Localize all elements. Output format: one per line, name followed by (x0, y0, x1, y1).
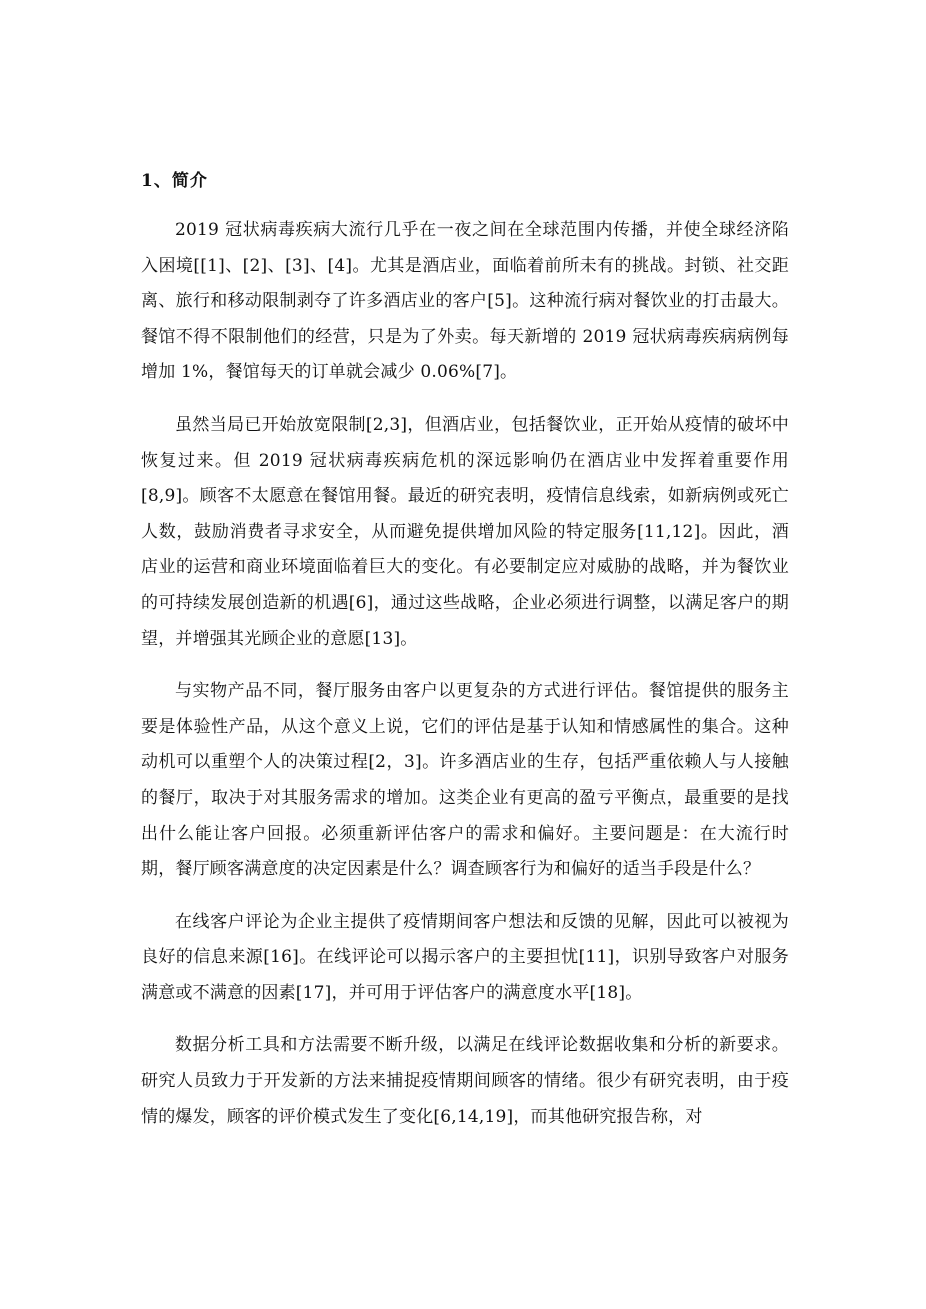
paragraph-1: 2019 冠状病毒疾病大流行几乎在一夜之间在全球范围内传播，并使全球经济陷入困境[[1]、[2]、[3]、[4]。尤其是酒店业，面临着前所未有的挑战。封锁、社交距离、旅行和移动限制剥夺了许多酒店业的客户[5]。这种流行病对餐饮业的打击最大。餐馆不得不限制他们的经营，只是为了外卖。每天新增的 2019 冠状病毒疾病病例每增加 1%，餐馆每天的订单就会减少 0.06%[7]。 (141, 220, 789, 383)
paragraph-5: 数据分析工具和方法需要不断升级，以满足在线评论数据收集和分析的新要求。研究人员致力于开发新的方法来捕捉疫情期间顾客的情绪。很少有研究表明，由于疫情的爆发，顾客的评价模式发生了变化[6,14,19]，而其他研究报告称，对 (141, 1035, 789, 1127)
page-content (141, 163, 789, 1152)
section-heading: 1、简介 (141, 171, 208, 191)
paragraph-4: 在线客户评论为企业主提供了疫情期间客户想法和反馈的见解，因此可以被视为良好的信息来源[16]。在线评论可以揭示客户的主要担忧[11]，识别导致客户对服务满意或不满意的因素[17]，并可用于评估客户的满意度水平[18]。 (141, 911, 789, 1003)
paragraph-2: 虽然当局已开始放宽限制[2,3]，但酒店业，包括餐饮业，正开始从疫情的破坏中恢复过来。但 2019 冠状病毒疾病危机的深远影响仍在酒店业中发挥着重要作用[8,9]。顾客不太愿意在餐馆用餐。最近的研究表明，疫情信息线索，如新病例或死亡人数，鼓励消费者寻求安全，从而避免提供增加风险的特定服务[11,12]。因此，酒店业的运营和商业环境面临着巨大的变化。有必要制定应对威胁的战略，并为餐饮业的可持续发展创造新的机遇[6]，通过这些战略，企业必须进行调整，以满足客户的期望，并增强其光顾企业的意愿[13]。 (141, 414, 789, 649)
paragraph-3: 与实物产品不同，餐厅服务由客户以更复杂的方式进行评估。餐馆提供的服务主要是体验性产品，从这个意义上说，它们的评估是基于认知和情感属性的集合。这种动机可以重塑个人的决策过程[2，3]。许多酒店业的生存，包括严重依赖人与人接触的餐厅，取决于对其服务需求的增加。这类企业有更高的盈亏平衡点，最重要的是找出什么能让客户回报。必须重新评估客户的需求和偏好。主要问题是：在大流行时期，餐厅顾客满意度的决定因素是什么？调查顾客行为和偏好的适当手段是什么？ (141, 681, 789, 880)
